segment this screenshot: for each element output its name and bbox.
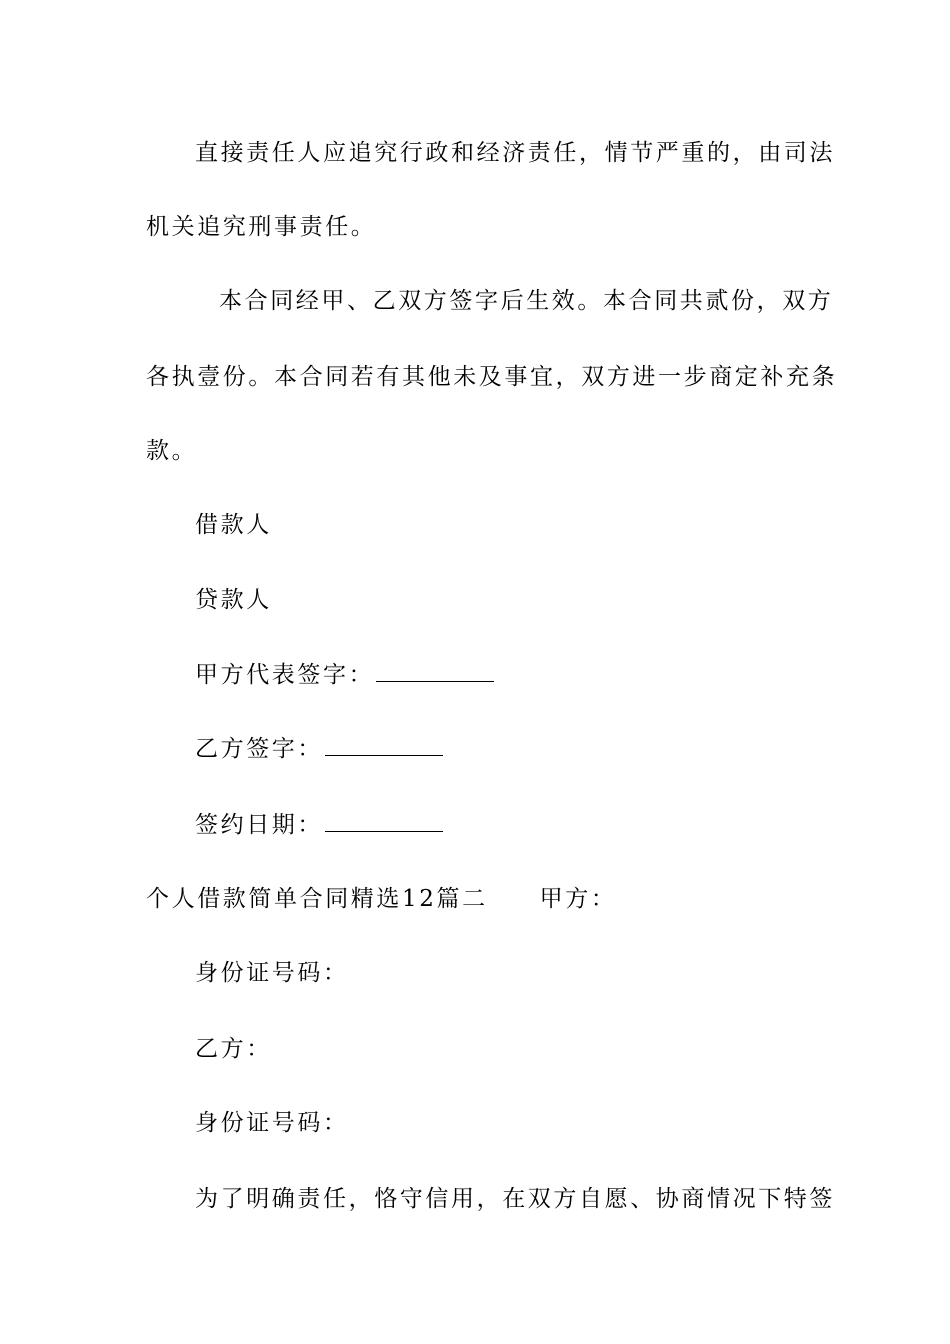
id-number-label: 身份证号码： (195, 1110, 349, 1136)
paragraph-line: 为了明确责任，恪守信用，在双方自愿、协商情况下特签 (195, 1186, 835, 1212)
sign-date-label: 签约日期： (195, 812, 323, 838)
party-a-rep-sign-label: 甲方代表签字： (195, 662, 375, 688)
sign-date-row (195, 810, 443, 840)
party-b-sign-label: 乙方签字： (195, 736, 323, 762)
lender-label: 贷款人 (195, 587, 272, 613)
paragraph-line: 款。 (146, 438, 198, 464)
signature-blank (325, 735, 443, 756)
section-title-row (146, 884, 616, 914)
party-b-sign-row (195, 734, 443, 764)
party-b-label: 乙方： (195, 1036, 272, 1062)
paragraph-line: 机关追究刑事责任。 (146, 214, 377, 240)
section-title: 个人借款简单合同精选12篇二 (146, 886, 488, 912)
signature-blank (376, 661, 494, 682)
id-number-label: 身份证号码： (195, 960, 349, 986)
paragraph-line: 直接责任人应追究行政和经济责任，情节严重的，由司法 (195, 140, 835, 166)
date-blank (325, 811, 443, 832)
party-a-label: 甲方： (539, 886, 617, 912)
party-a-rep-sign-row (195, 660, 494, 690)
borrower-label: 借款人 (195, 512, 272, 538)
paragraph-line: 本合同经甲、乙双方签字后生效。本合同共贰份，双方 (219, 288, 834, 314)
paragraph-line: 各执壹份。本合同若有其他未及事宜，双方进一步商定补充条 (146, 364, 838, 390)
